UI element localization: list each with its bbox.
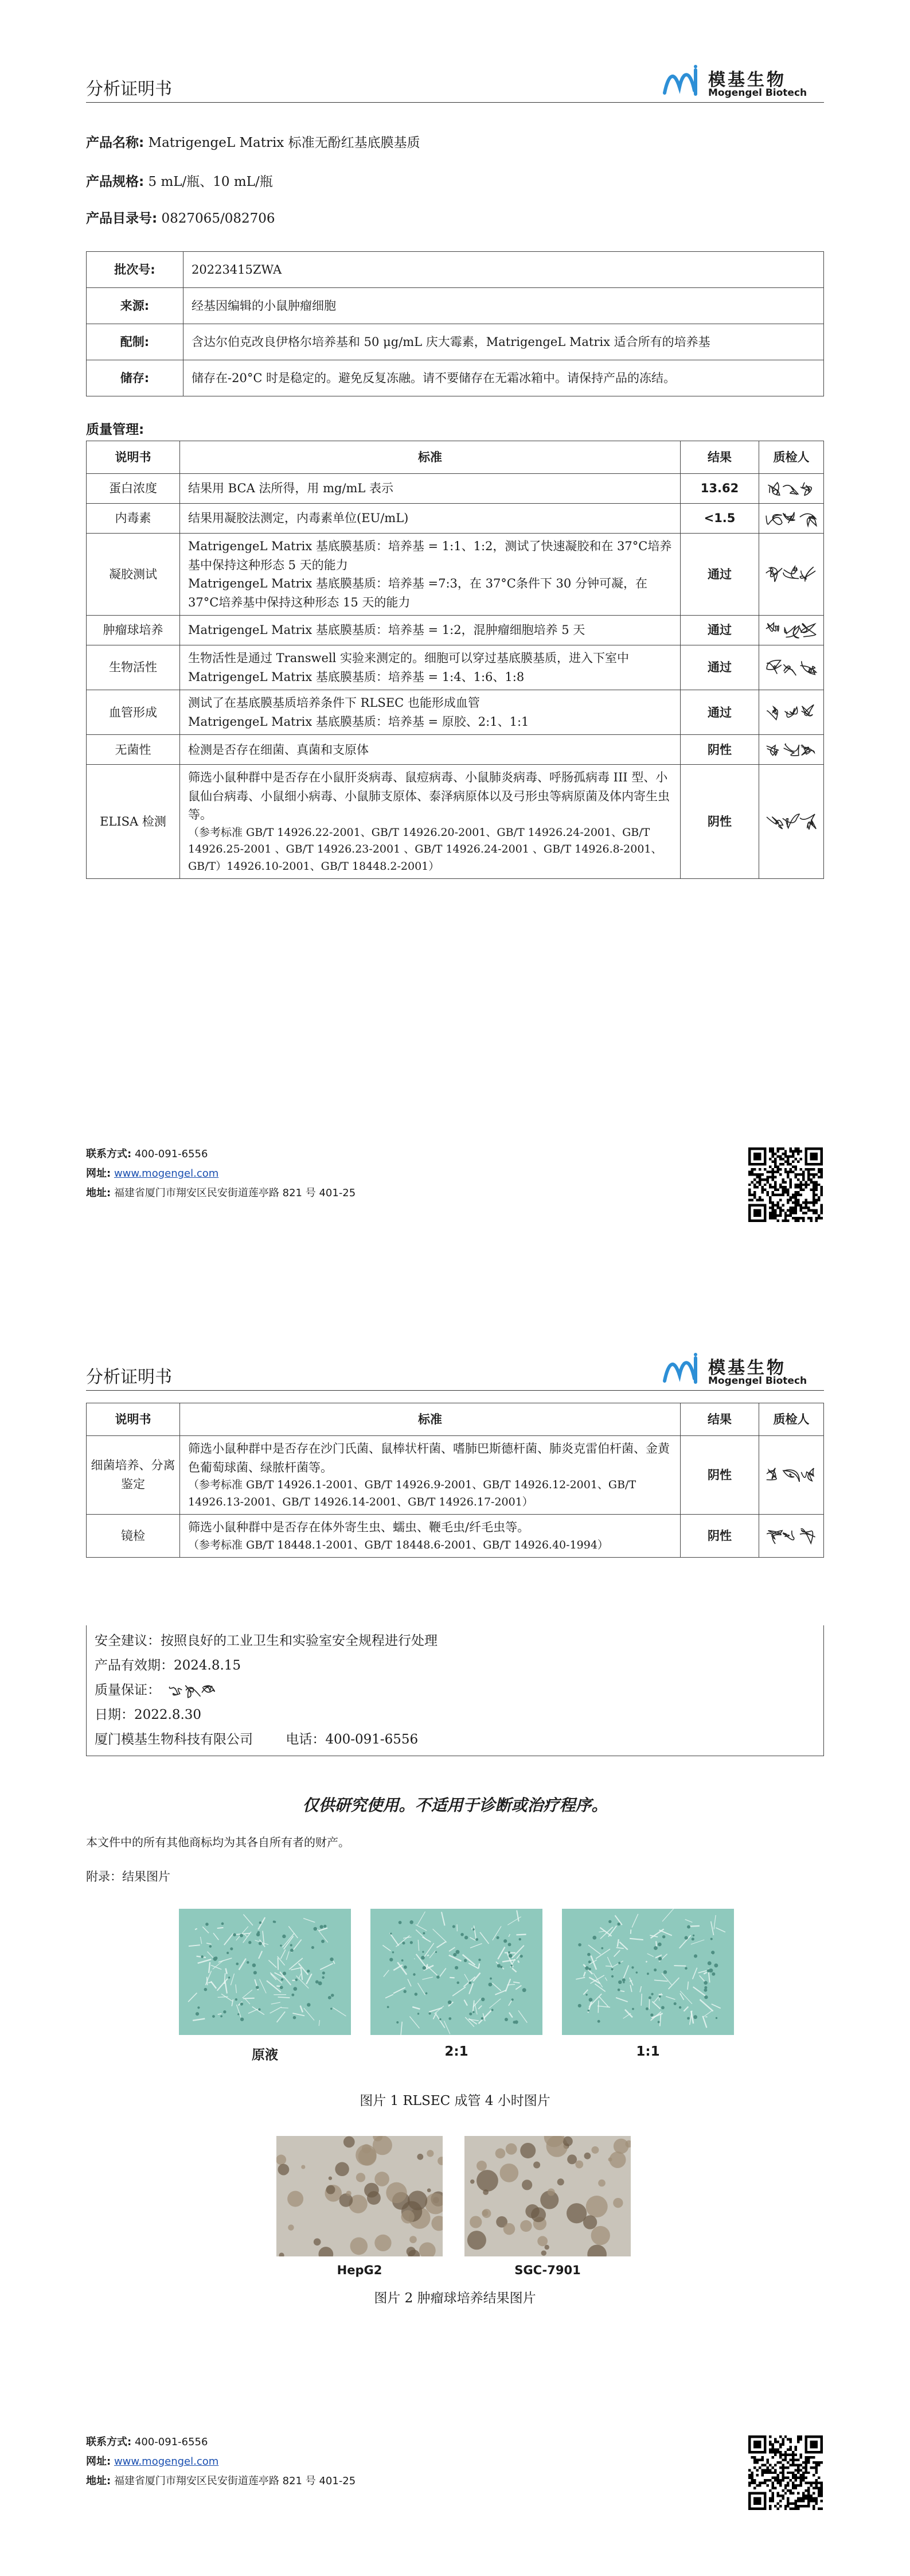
qc-table — [86, 441, 824, 879]
product-spec-label: 产品规格: — [86, 174, 144, 189]
qc-inspector-signature — [759, 735, 824, 765]
signature-graphic — [763, 619, 820, 642]
footer-address-row — [86, 1184, 356, 1203]
qc-header-inspector: 质检人 — [759, 441, 824, 474]
signature-stroke — [766, 567, 782, 582]
signature-stroke — [767, 1468, 776, 1480]
qc-inspector-signature — [759, 765, 824, 879]
header-divider — [86, 1390, 824, 1391]
logo-text-en: Mogengel Biotech — [708, 1375, 807, 1387]
research-use-notice: 仅供研究使用。不适用于诊断或治疗程序。 — [302, 1796, 608, 1815]
info-row — [87, 288, 824, 324]
qc-standard-line: 结果用凝胶法测定，内毒素单位(EU/mL) — [188, 511, 409, 526]
qc-standard-line: 测试了在基底膜基质培养条件下 RLSEC 也能形成血管 — [188, 696, 480, 710]
qc-inspector-signature — [759, 645, 824, 690]
signature-stroke — [767, 660, 781, 674]
info-row — [87, 360, 824, 396]
qc-section-label: 质量管理: — [86, 422, 144, 437]
qc-standard — [180, 1514, 681, 1557]
signature-stroke — [784, 744, 799, 756]
logo-text-cn: 模基生物 — [708, 70, 786, 90]
qc-inspector-signature — [759, 1436, 824, 1515]
figure2-label-hepg2: HepG2 — [337, 2263, 382, 2277]
qc-result: 阴性 — [681, 765, 759, 879]
qc-standard-reference: （参考标准 GB/T 18448.1-2001、GB/T 18448.6-2001、GB/T 14926.40-1994） — [188, 1538, 608, 1551]
figure1-image-1-1 — [562, 1909, 734, 2035]
qc-item: 肿瘤球培养 — [87, 616, 180, 645]
signature-stroke — [202, 1686, 215, 1692]
company-phone: 电话：400-091-6556 — [286, 1732, 419, 1747]
info-value: 储存在-20°C 时是稳定的。避免反复冻融。请不要储存在无霜冰箱中。请保持产品的冻结。 — [183, 360, 824, 396]
qc-result: 阴性 — [681, 735, 759, 765]
qc-header-inspector: 质检人 — [759, 1403, 824, 1436]
qc-result: 通过 — [681, 534, 759, 616]
qc-row — [87, 504, 824, 534]
header-divider — [86, 102, 824, 103]
qc-standard-line: MatrigengeL Matrix 基底膜基质：培养基 = 原胶、2:1、1:1 — [188, 714, 529, 729]
footer-web-link[interactable]: www.mogengel.com — [114, 1168, 219, 1180]
issue-date: 日期：2022.8.30 — [95, 1707, 202, 1722]
footer-phone-row — [86, 2433, 356, 2452]
info-value: 经基因编辑的小鼠肿瘤细胞 — [183, 288, 824, 324]
signature-graphic — [763, 1464, 820, 1487]
info-row — [87, 324, 824, 360]
qc-header-result: 结果 — [681, 1403, 759, 1436]
signature-stroke — [766, 514, 782, 524]
signature-stroke — [768, 482, 780, 495]
qc-row — [87, 645, 824, 690]
qc-standard-line: 生物活性是通过 Transwell 实验来测定的。细胞可以穿过基底膜基质，进入下室中 — [188, 651, 630, 666]
signature-stroke — [767, 817, 783, 829]
figure2-label-sgc7901: SGC-7901 — [514, 2263, 581, 2277]
qc-row — [87, 474, 824, 504]
qc-standard-reference: （参考标准 GB/T 14926.22-2001、GB/T 14926.20-2001、GB/T 14926.24-2001、GB/T 14926.25-2001 、GB/T 14926.23-2001 、GB/T 14926.24-2001 、GB/T 14926.8-2001、GB/T）14926.10-2001、GB/T 18448.2-2001） — [188, 826, 662, 873]
signature-stroke — [800, 513, 816, 526]
qc-standard-line: 筛选小鼠种群中是否存在体外寄生虫、蠕虫、鞭毛虫/纤毛虫等。 — [188, 1520, 530, 1534]
signature-stroke — [186, 1686, 201, 1698]
footer-contact — [86, 1145, 356, 1203]
qc-table-continued — [86, 1403, 824, 1558]
signature-stroke — [801, 482, 812, 495]
qc-standard — [180, 474, 681, 504]
document-title: 分析证明书 — [86, 79, 172, 99]
signature-stroke — [800, 661, 816, 675]
footer-contact — [86, 2433, 356, 2491]
info-value: 20223415ZWA — [183, 252, 824, 288]
document-title: 分析证明书 — [86, 1367, 172, 1387]
signature-graphic — [763, 477, 820, 500]
qc-item: 蛋白浓度 — [87, 474, 180, 504]
signature-stroke — [783, 814, 799, 828]
signature-stroke — [800, 1529, 815, 1543]
signature-graphic — [763, 656, 820, 679]
qc-row — [87, 1436, 824, 1515]
company-logo — [662, 64, 829, 100]
qc-row — [87, 690, 824, 735]
qc-result: 通过 — [681, 616, 759, 645]
signature-stroke — [800, 814, 816, 830]
signature-stroke — [766, 623, 779, 632]
qc-standard — [180, 1436, 681, 1515]
qa-row — [95, 1678, 815, 1703]
safety-advice: 安全建议：按照良好的工业卫生和实验室安全规程进行处理 — [95, 1633, 438, 1648]
footer-phone-value: 400-091-6556 — [134, 1148, 208, 1160]
expiry-date: 产品有效期：2024.8.15 — [95, 1658, 241, 1673]
figure2-image-hepg2 — [276, 2136, 443, 2256]
qc-standard-reference: （参考标准 GB/T 14926.1-2001、GB/T 14926.9-2001、GB/T 14926.12-2001、GB/T 14926.13-2001、GB/T 14926.14-2001、GB/T 14926.17-2001） — [188, 1478, 636, 1508]
qc-result: 阴性 — [681, 1514, 759, 1557]
qc-result: 阴性 — [681, 1436, 759, 1515]
info-key: 来源: — [87, 288, 183, 324]
footer-web-row — [86, 2452, 356, 2472]
signature-stroke — [801, 745, 814, 756]
product-name-label: 产品名称: — [86, 135, 144, 150]
signature-stroke — [767, 1531, 782, 1544]
footer-phone-label: 联系方式: — [86, 1148, 132, 1160]
qc-standard — [180, 534, 681, 616]
signature-stroke — [802, 705, 814, 716]
footer-phone-value: 400-091-6556 — [134, 2436, 208, 2448]
signature-graphic — [763, 810, 820, 833]
figure1-label-stock: 原液 — [252, 2048, 278, 2063]
trademark-note: 本文件中的所有其他商标均为其各自所有者的财产。 — [86, 1835, 350, 1849]
qc-standard — [180, 616, 681, 645]
qc-standard-line: 筛选小鼠种群中是否存在沙门氏菌、鼠棒状杆菌、嗜肺巴斯德杆菌、肺炎克雷伯杆菌、金黄色葡萄球菌、绿脓杆菌等。 — [188, 1442, 670, 1474]
catalog-number-row — [86, 208, 275, 227]
footer-web-row — [86, 1164, 356, 1184]
signature-graphic — [763, 738, 820, 761]
product-spec-row — [86, 171, 273, 190]
logo-text-cn: 模基生物 — [708, 1358, 786, 1378]
page-2 — [0, 1288, 910, 2576]
qc-standard-line: 检测是否存在细菌、真菌和支原体 — [188, 742, 369, 757]
qc-row — [87, 1514, 824, 1557]
qc-row — [87, 616, 824, 645]
signature-stroke — [802, 1468, 814, 1481]
qc-standard — [180, 504, 681, 534]
footer-phone-row — [86, 1145, 356, 1164]
company-row — [95, 1727, 815, 1752]
signature-stroke — [785, 707, 798, 717]
qc-result: 通过 — [681, 690, 759, 735]
qc-header-standard: 标准 — [180, 441, 681, 474]
signature-graphic — [763, 563, 820, 586]
qc-header-row — [87, 441, 824, 474]
qc-header-result: 结果 — [681, 441, 759, 474]
signature-graphic — [763, 701, 820, 724]
qc-standard-line: MatrigengeL Matrix 基底膜基质：培养基 = 1:4、1:6、1:8 — [188, 670, 525, 684]
signature-stroke — [767, 745, 778, 756]
footer-web-label: 网址: — [86, 1168, 111, 1180]
qc-standard-line: 结果用 BCA 法所得，用 mg/mL 表示 — [188, 481, 394, 496]
signature-stroke — [783, 485, 798, 494]
qc-item: 血管形成 — [87, 690, 180, 735]
footer-address-value: 福建省厦门市翔安区民安街道莲亭路 821 号 401-25 — [114, 2475, 356, 2487]
footer-address-label: 地址: — [86, 1187, 111, 1199]
footer-web-link[interactable]: www.mogengel.com — [114, 2456, 219, 2468]
signature-stroke — [767, 707, 778, 719]
signature-stroke — [784, 664, 796, 675]
figure1-image-2-1 — [370, 1909, 542, 2035]
qr-code-icon — [748, 2435, 823, 2510]
qc-result: 13.62 — [681, 474, 759, 504]
footer-address-label: 地址: — [86, 2475, 111, 2487]
signature-stroke — [800, 567, 815, 581]
signature-stroke — [784, 625, 799, 637]
qc-item: 镜检 — [87, 1514, 180, 1557]
qc-standard-line: MatrigengeL Matrix 基底膜基质：培养基 = 1:2，混肿瘤细胞培养 5 天 — [188, 623, 585, 637]
qa-label: 质量保证： — [95, 1683, 161, 1698]
qc-result: 通过 — [681, 645, 759, 690]
signature-stroke — [783, 512, 795, 523]
product-name-row — [86, 132, 420, 151]
info-value: 含达尔伯克改良伊格尔培养基和 50 μg/mL 庆大霉素，MatrigengeL Matrix 适合所有的培养基 — [183, 324, 824, 360]
qc-standard — [180, 765, 681, 879]
info-key: 配制: — [87, 324, 183, 360]
info-row — [87, 252, 824, 288]
qc-result: <1.5 — [681, 504, 759, 534]
signature-stroke — [800, 624, 816, 637]
qc-item: 生物活性 — [87, 645, 180, 690]
qc-header-row — [87, 1403, 824, 1436]
figure2-image-sgc7901 — [464, 2136, 631, 2256]
qc-inspector-signature — [759, 504, 824, 534]
signature-stroke — [783, 1531, 794, 1540]
figure1-label-1-1: 1:1 — [636, 2044, 660, 2059]
footer-phone-label: 联系方式: — [86, 2436, 132, 2448]
product-name-value: MatrigengeL Matrix 标准无酚红基底膜基质 — [148, 135, 420, 150]
qc-item: 无菌性 — [87, 735, 180, 765]
signature-graphic — [763, 1524, 820, 1547]
logo-mark-icon — [662, 1352, 704, 1387]
logo-text-en: Mogengel Biotech — [708, 87, 807, 99]
qc-row — [87, 735, 824, 765]
company-logo — [662, 1352, 829, 1388]
figure1-label-2-1: 2:1 — [444, 2044, 468, 2059]
qc-item: 凝胶测试 — [87, 534, 180, 616]
qc-inspector-signature — [759, 690, 824, 735]
qc-inspector-signature — [759, 474, 824, 504]
footer-web-label: 网址: — [86, 2456, 111, 2468]
figure2-caption: 图片 2 肿瘤球培养结果图片 — [374, 2291, 536, 2306]
qc-header-standard: 标准 — [180, 1403, 681, 1436]
qc-inspector-signature — [759, 1514, 824, 1557]
qc-standard-line: MatrigengeL Matrix 基底膜基质：培养基 = 1:1、1:2，测试了快速凝胶和在 37°C培养基中保持这种形态 5 天的能力 — [188, 539, 672, 572]
qc-header-item: 说明书 — [87, 441, 180, 474]
qc-item: ELISA 检测 — [87, 765, 180, 879]
qc-row — [87, 765, 824, 879]
qc-item: 细菌培养、分离鉴定 — [87, 1436, 180, 1515]
qc-standard-line: MatrigengeL Matrix 基底膜基质：培养基 =7:3，在 37°C条件下 30 分钟可凝，在 37°C培养基中保持这种形态 15 天的能力 — [188, 577, 647, 609]
catalog-number-label: 产品目录号: — [86, 211, 158, 226]
qc-header-item: 说明书 — [87, 1403, 180, 1436]
qc-item: 内毒素 — [87, 504, 180, 534]
footer-address-row — [86, 2472, 356, 2491]
qc-row — [87, 534, 824, 616]
qc-inspector-signature — [759, 616, 824, 645]
logo-mark-icon — [662, 64, 704, 99]
footer-address-value: 福建省厦门市翔安区民安街道莲亭路 821 号 401-25 — [114, 1187, 356, 1199]
signature-graphic — [763, 507, 820, 530]
release-info-box — [86, 1625, 824, 1756]
signature-stroke — [783, 566, 799, 578]
qc-standard-line: 筛选小鼠种群中是否存在小鼠肝炎病毒、鼠痘病毒、小鼠肺炎病毒、呼肠孤病毒 III 型、小鼠仙台病毒、小鼠细小病毒、小鼠肺支原体、泰泽病原体以及弓形虫等病原菌及体内寄生虫等。 — [188, 771, 670, 822]
catalog-number-value: 0827065/082706 — [161, 211, 275, 226]
qr-code-icon — [748, 1147, 823, 1222]
qc-standard — [180, 735, 681, 765]
figure1-caption: 图片 1 RLSEC 成管 4 小时图片 — [360, 2094, 550, 2108]
signature-stroke — [783, 1470, 799, 1482]
info-key: 批次号: — [87, 252, 183, 288]
company-name: 厦门模基生物科技有限公司 — [95, 1732, 253, 1747]
figure1-image-stock — [179, 1909, 351, 2035]
product-spec-value: 5 mL/瓶、10 mL/瓶 — [148, 174, 273, 189]
qc-standard — [180, 690, 681, 735]
info-key: 储存: — [87, 360, 183, 396]
qc-inspector-signature — [759, 534, 824, 616]
appendix-label: 附录：结果图片 — [86, 1870, 170, 1884]
batch-info-table — [86, 251, 824, 396]
qc-standard — [180, 645, 681, 690]
qa-signature-graphic — [165, 1681, 222, 1701]
signature-stroke — [170, 1687, 182, 1695]
